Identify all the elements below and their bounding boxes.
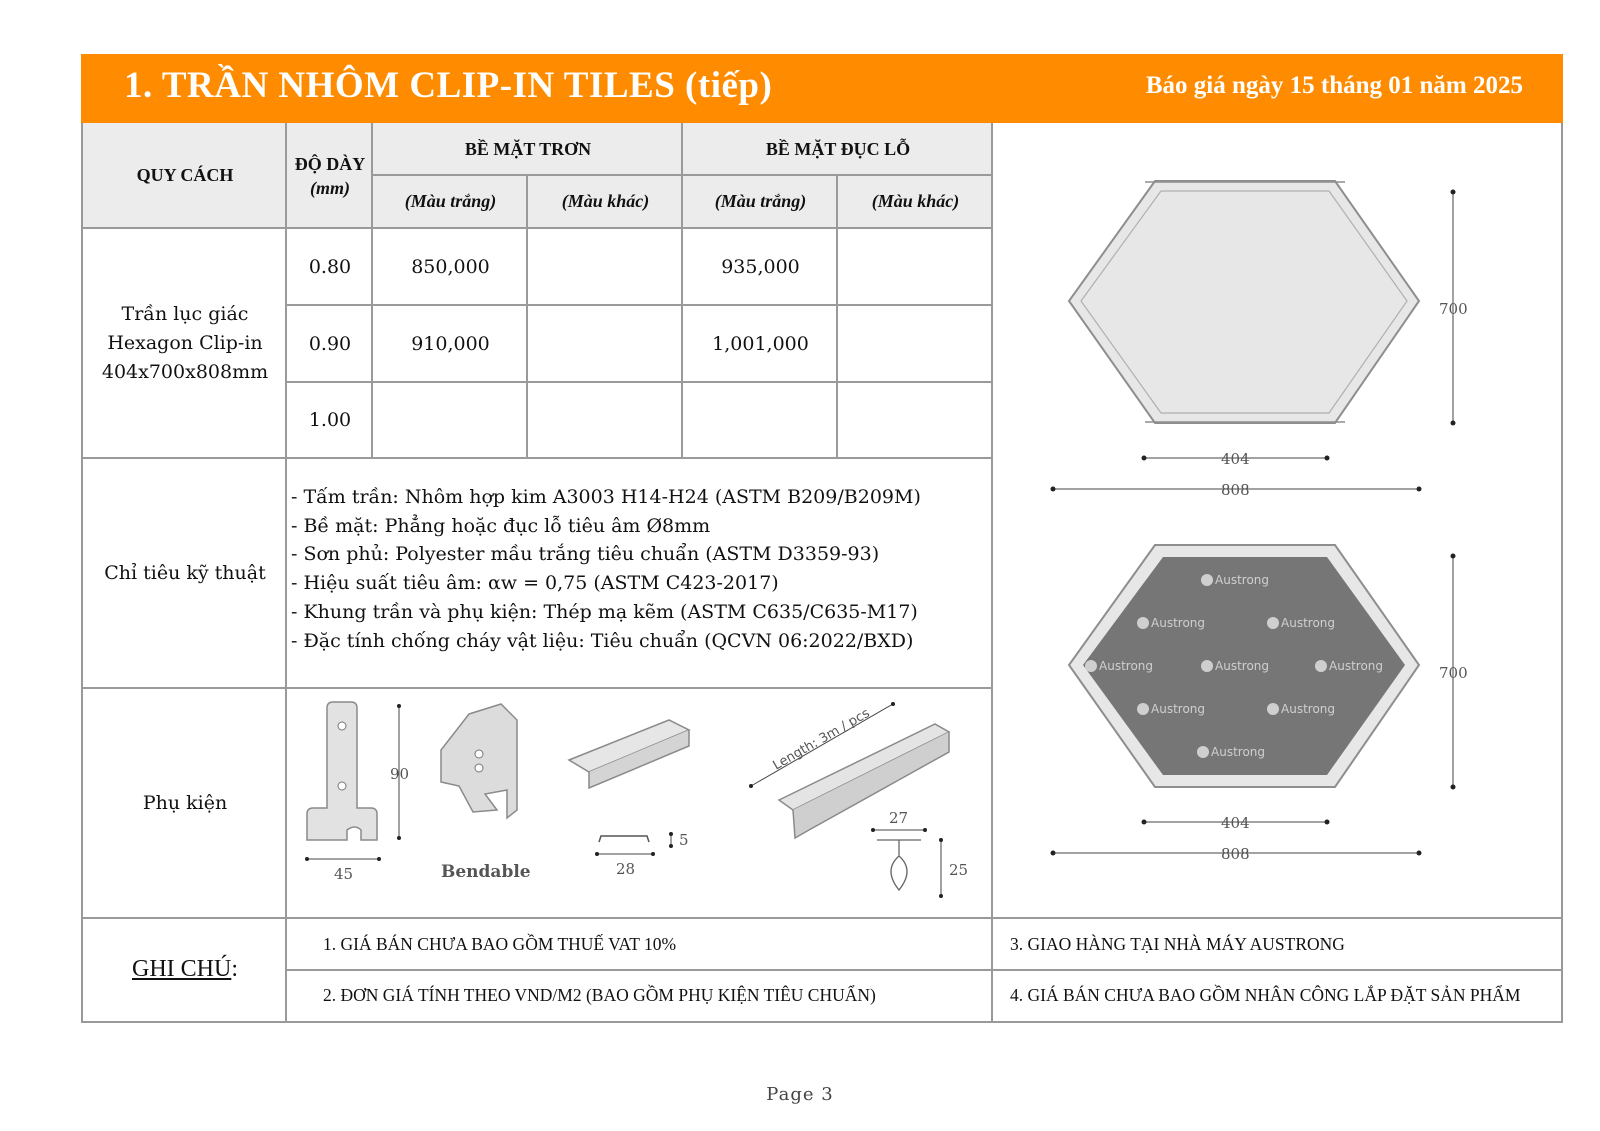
brand-watermark: Austrong (1215, 659, 1270, 673)
row1-thickness: 0.80 (308, 255, 352, 278)
row2-smooth-white: 910,000 (411, 332, 490, 355)
long-side-dim-bottom: 808 (1221, 845, 1250, 863)
hanger-width-dim: 45 (334, 865, 354, 883)
row3-perf-white (683, 382, 838, 458)
row2-smooth-other (528, 305, 683, 382)
notes-label (83, 918, 287, 1021)
brand-watermark: Austrong (1215, 573, 1270, 587)
product-name (83, 228, 287, 458)
main-rail-icon (749, 702, 968, 898)
header-perf-white (683, 175, 838, 228)
short-side-dim-top: 404 (1221, 450, 1250, 468)
sub-other-label: (Màu khác) (871, 191, 960, 211)
bendable-label: Bendable (441, 862, 531, 882)
brand-watermark: Austrong (1329, 659, 1384, 673)
grid-line (83, 687, 993, 689)
hanger-height-dim: 90 (390, 765, 410, 783)
specs-label: Chỉ tiêu kỹ thuật (104, 561, 266, 584)
spec-line: - Tấm trần: Nhôm hợp kim A3003 H14-H24 (ASTM B209/B209M) (291, 486, 921, 508)
grid-line (83, 457, 993, 459)
channel-width-dim: 28 (616, 860, 636, 878)
row3-smooth-other (528, 382, 683, 458)
grid-line (991, 123, 993, 1021)
notes-label-text: GHI CHÚ (132, 956, 232, 982)
row1-smooth-white: 850,000 (411, 255, 490, 278)
brand-watermark: Austrong (1151, 702, 1206, 716)
hexagon-plain-icon (1051, 181, 1468, 499)
header-smooth-white (373, 175, 528, 228)
rail-length-label: Length: 3m / pcs (770, 705, 873, 774)
rail-height-dim: 25 (949, 861, 969, 879)
spec-line: - Khung trần và phụ kiện: Thép mạ kẽm (ASTM C635/C635-M17) (291, 600, 918, 623)
header-thickness-label: ĐỘ DÀY (294, 153, 366, 174)
grid-line (287, 381, 993, 383)
note-item: 1. GIÁ BÁN CHƯA BAO GỒM THUẾ VAT 10% (323, 933, 677, 954)
header-smooth (373, 123, 683, 175)
row3-smooth-white (373, 382, 528, 458)
row3-perf-other (838, 382, 993, 458)
page-number: Page 3 (766, 1084, 834, 1105)
grid-line (526, 175, 528, 458)
row2-perf-white: 1,001,000 (712, 332, 809, 355)
channel-icon (569, 720, 689, 878)
grid-line (836, 175, 838, 458)
header-smooth-label: BỀ MẶT TRƠN (464, 138, 592, 159)
header-perforated (683, 123, 993, 175)
bendable-clip-icon (441, 704, 531, 882)
spec-line: - Sơn phủ: Polyester mầu trắng tiêu chuẩn (ASTM D3359-93) (291, 543, 880, 566)
grid-line (371, 174, 993, 176)
header-spec (83, 123, 287, 228)
brand-watermark: Austrong (1281, 616, 1336, 630)
hexagon-diagrams (995, 125, 1561, 918)
grid-line (287, 969, 1563, 971)
row1-perf-white: 935,000 (721, 255, 800, 278)
short-side-dim-bottom: 404 (1221, 814, 1250, 832)
grid-line (83, 917, 1563, 919)
sub-white-label: (Màu trắng) (714, 191, 807, 211)
row1-perf-other (838, 228, 993, 305)
note-item: 4. GIÁ BÁN CHƯA BAO GỒM NHÂN CÔNG LẮP ĐẶT SẢN PHẨM (1010, 985, 1521, 1005)
height-dim-bottom: 700 (1439, 664, 1468, 682)
section-title: 1. TRẦN NHÔM CLIP-IN TILES (tiếp) (124, 65, 773, 106)
specs-list (291, 483, 981, 655)
channel-height-dim: 5 (679, 831, 689, 849)
notes-colon: : (231, 956, 238, 982)
header-thickness-unit: (mm) (310, 177, 350, 198)
brand-watermark: Austrong (1099, 659, 1154, 673)
grid-line (285, 123, 287, 1021)
grid-line (83, 227, 993, 229)
sub-white-label: (Màu trắng) (404, 191, 497, 211)
spec-line: - Bề mặt: Phẳng hoặc đục lỗ tiêu âm Ø8mm (291, 514, 711, 537)
hanger-clip-icon (305, 702, 409, 883)
accessories-illustration (289, 690, 991, 916)
note-item: 3. GIAO HÀNG TẠI NHÀ MÁY AUSTRONG (1010, 933, 1345, 954)
header-perforated-label: BỀ MẶT ĐỤC LỖ (765, 138, 911, 159)
header-spec-label: QUY CÁCH (136, 165, 234, 185)
header-thickness (287, 123, 373, 228)
rail-width-dim: 27 (889, 809, 909, 827)
row2-thickness: 0.90 (308, 332, 352, 355)
height-dim-top: 700 (1439, 300, 1468, 318)
brand-watermark: Austrong (1211, 745, 1266, 759)
header-smooth-other (528, 175, 683, 228)
long-side-dim-top: 808 (1221, 481, 1250, 499)
row2-perf-other (838, 305, 993, 382)
sub-other-label: (Màu khác) (561, 191, 650, 211)
grid-line (287, 304, 993, 306)
brand-watermark: Austrong (1151, 616, 1206, 630)
spec-line: - Đặc tính chống cháy vật liệu: Tiêu chuẩn (QCVN 06:2022/BXD) (291, 629, 914, 652)
note-item: 2. ĐƠN GIÁ TÍNH THEO VND/M2 (BAO GỒM PHỤ KIỆN TIÊU CHUẨN) (323, 985, 876, 1005)
quote-date: Báo giá ngày 15 tháng 01 năm 2025 (1145, 72, 1523, 99)
title-banner (81, 54, 1563, 123)
row1-smooth-other (528, 228, 683, 305)
accessories-label: Phụ kiện (142, 791, 228, 814)
brand-watermark: Austrong (1281, 702, 1336, 716)
row3-thickness: 1.00 (308, 409, 352, 431)
product-name-line: 404x700x808mm (101, 360, 269, 383)
header-perf-other (838, 175, 993, 228)
product-name-line: Hexagon Clip-in (107, 331, 263, 354)
product-name-line: Trần lục giác (121, 302, 249, 325)
spec-line: - Hiệu suất tiêu âm: αw = 0,75 (ASTM C423-2017) (291, 572, 779, 595)
hexagon-perforated-icon (1051, 545, 1468, 863)
price-table (81, 123, 1563, 1023)
